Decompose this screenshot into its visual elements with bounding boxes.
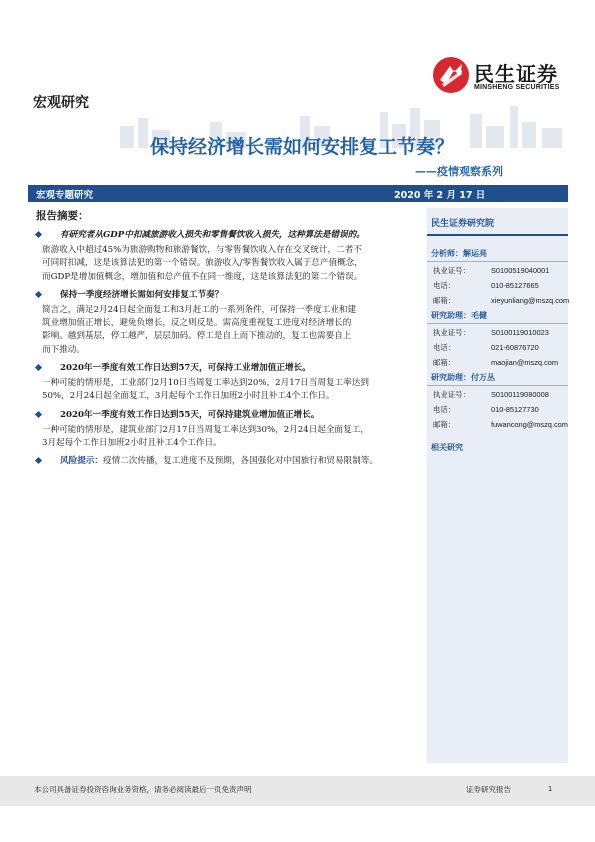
report-title: 保持经济增长需如何安排复工节奏？ [149, 136, 454, 158]
page-footer [0, 776, 595, 806]
risk-text: 疫情二次传播，复工进度不及预期，各国强化对中国旅行和贸易限制等。 [102, 456, 378, 467]
summary-point-body: 旅游收入中超过45%为旅游购物和旅游餐饮，与零售餐饮收入存在交叉统计，二者不 可同时扣减，这是该算法犯的第一个错误。旅游收入/零售餐饮收入属于总产值概念， 而GDP是增加值概念，增加值和总产值不在同一维度，这是该算法犯的第二个错误。 [42, 245, 363, 282]
role-divider [427, 323, 568, 324]
analyst-license-row: 执业证号： S0100119010023 [433, 328, 549, 337]
report-subtitle: ——疫情观察系列 [415, 165, 503, 178]
analyst-role: 研究助理：毛健 [431, 311, 487, 320]
diamond-bullet-icon [35, 364, 42, 371]
report-date: 2020 年 2 月 17 日 [394, 190, 486, 201]
summary-point-body: 一种可能的情形是，建筑业部门2月17日当周复工率达到30%，2月24日起全面复工， 3月起每个工作日加班2小时且补工4个工作日。 [42, 424, 369, 448]
institute-name: 民生证券研究院 [431, 219, 495, 229]
analyst-license-row: 执业证号： S0100119080008 [433, 390, 549, 399]
summary-point-heading: 有研究者从GDP中扣减旅游收入损失和零售餐饮收入损失，这种算法是错误的。 [28, 229, 416, 242]
logo-chinese-name: 民生证券 [474, 62, 558, 86]
summary-point-body: 一种可能的情形是，工业部门2月10日当周复工率达到20%，2月17日当周复工率达到 50%，2月24日起全面复工，3月起每个工作日加班2小时且补工4个工作日。 [42, 378, 369, 402]
analyst-phone-row: 电话： 010-85127665 [433, 281, 539, 290]
analyst-phone-row: 电话： 021-60876720 [433, 343, 539, 352]
summary-point-heading: 2020年一季度有效工作日达到57天，可保持工业增加值正增长。 [28, 362, 416, 375]
diamond-bullet-icon [35, 291, 42, 298]
analyst-email-row[interactable]: 邮箱： xieyunliang@mszq.com [433, 296, 570, 305]
diamond-bullet-icon [35, 231, 42, 238]
report-category: 宏观研究 [33, 95, 89, 111]
footer-report-type: 证券研究报告 [466, 785, 511, 794]
risk-label: 风险提示： [60, 456, 103, 467]
role-divider [427, 261, 568, 262]
diamond-bullet-icon [35, 411, 42, 418]
related-research-heading: 相关研究 [431, 443, 463, 452]
summary-heading: 报告摘要： [36, 210, 89, 222]
analyst-license-row: 执业证号： S0100519040001 [433, 266, 550, 275]
minsheng-logo-icon [432, 56, 470, 94]
summary-point-heading: 2020年一季度有效工作日达到55天，可保持建筑业增加值正增长。 [28, 409, 416, 422]
page-number: 1 [548, 784, 553, 793]
report-type-bar [28, 185, 568, 202]
summary-section [28, 208, 416, 468]
report-type-label: 宏观专题研究 [36, 190, 94, 201]
role-divider [427, 385, 568, 386]
footer-disclaimer: 本公司具备证券投资咨询业务资格，请务必阅读最后一页免责声明 [34, 785, 252, 794]
summary-point-body: 简言之，满足2月24日起全面复工和3月赶工的一系列条件，可保持一季度工业和建 筑业增加值正增长，避免负增长，反之则反是。需高度重视复工进度对经济增长的 影响。越到基层，停工越严，层层加码。停工是自上而下推动的，复工也需要自上 而下推动。 [42, 304, 357, 355]
analyst-role: 分析师：解运亮 [431, 249, 487, 258]
analyst-phone-row: 电话： 010-85127730 [433, 405, 539, 414]
company-logo [432, 56, 572, 96]
analyst-email-row[interactable]: 邮箱： maojian@mszq.com [433, 358, 559, 367]
analyst-email-row[interactable]: 邮箱： fuwancong@mszq.com [433, 420, 568, 429]
diamond-bullet-icon [35, 457, 42, 464]
summary-point-heading: 保持一季度经济增长需如何安排复工节奏？ [28, 289, 416, 302]
risk-warning [28, 455, 416, 468]
analyst-role: 研究助理：付万丛 [431, 373, 495, 382]
logo-english-name: MINSHENG SECURITIES [474, 84, 560, 91]
sidebar-divider [427, 234, 568, 236]
analyst-sidebar [427, 208, 568, 763]
